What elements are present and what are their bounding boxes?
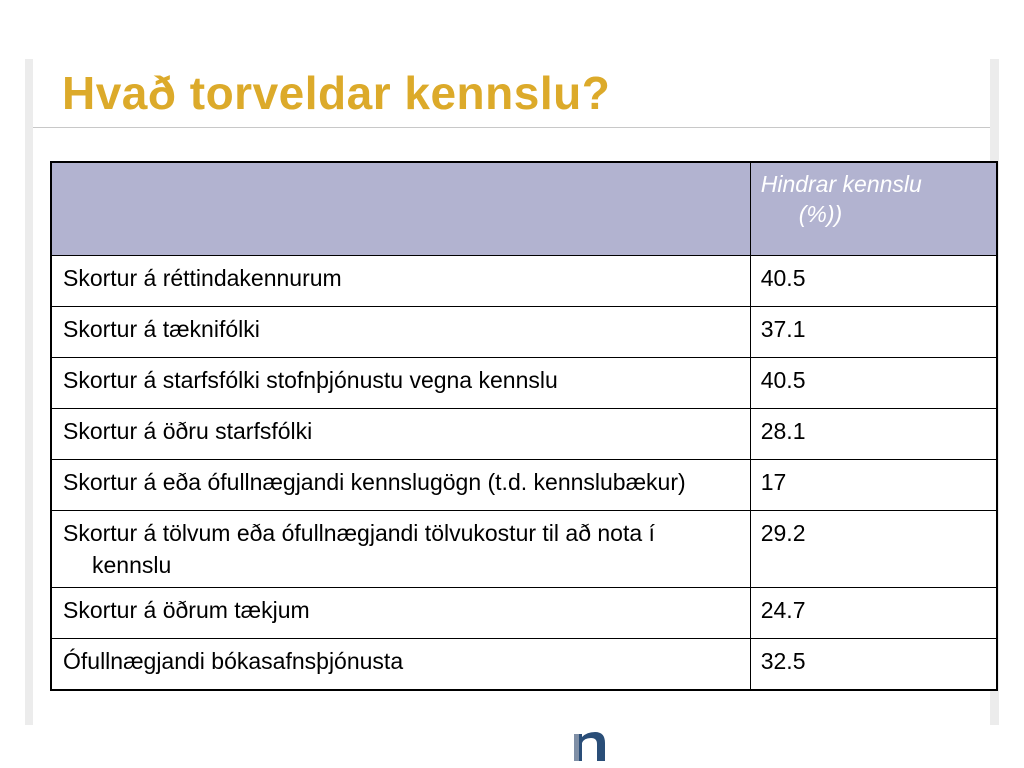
row-label: Skortur á öðru starfsfólki: [51, 409, 750, 460]
row-value: 17: [750, 460, 997, 511]
table-header-row: [51, 162, 997, 256]
header-value-line2: (%)): [798, 201, 843, 227]
row-value: 40.5: [750, 256, 997, 307]
row-value: 24.7: [750, 588, 997, 639]
row-value: 28.1: [750, 409, 997, 460]
data-table: [50, 161, 998, 691]
n-logo-icon: [571, 728, 611, 764]
row-value: 32.5: [750, 639, 997, 691]
header-value-cell: [750, 162, 997, 256]
table-row: [51, 639, 997, 691]
row-label: Skortur á eða ófullnægjandi kennslugögn (t.d. kennslubækur): [51, 460, 750, 511]
table-row: [51, 588, 997, 639]
row-label: Skortur á tæknifólki: [51, 307, 750, 358]
table-row: [51, 409, 997, 460]
header-value-text: [761, 171, 986, 229]
row-label: Skortur á tölvum eða ófullnægjandi tölvukostur til að nota í kennslu: [51, 511, 750, 588]
row-label: Skortur á starfsfólki stofnþjónustu vegna kennslu: [51, 358, 750, 409]
header-label-cell: [51, 162, 750, 256]
table-row: [51, 256, 997, 307]
row-label: Ófullnægjandi bókasafnsþjónusta: [51, 639, 750, 691]
table-row: [51, 307, 997, 358]
row-label: Skortur á réttindakennurum: [51, 256, 750, 307]
header-value-line1: Hindrar kennslu: [760, 171, 922, 197]
row-value: 40.5: [750, 358, 997, 409]
row-label: Skortur á öðrum tækjum: [51, 588, 750, 639]
slide-title: Hvað torveldar kennslu?: [62, 67, 611, 119]
row-value: 29.2: [750, 511, 997, 588]
row-value: 37.1: [750, 307, 997, 358]
table-row: [51, 511, 997, 588]
table-row: [51, 358, 997, 409]
table-row: [51, 460, 997, 511]
